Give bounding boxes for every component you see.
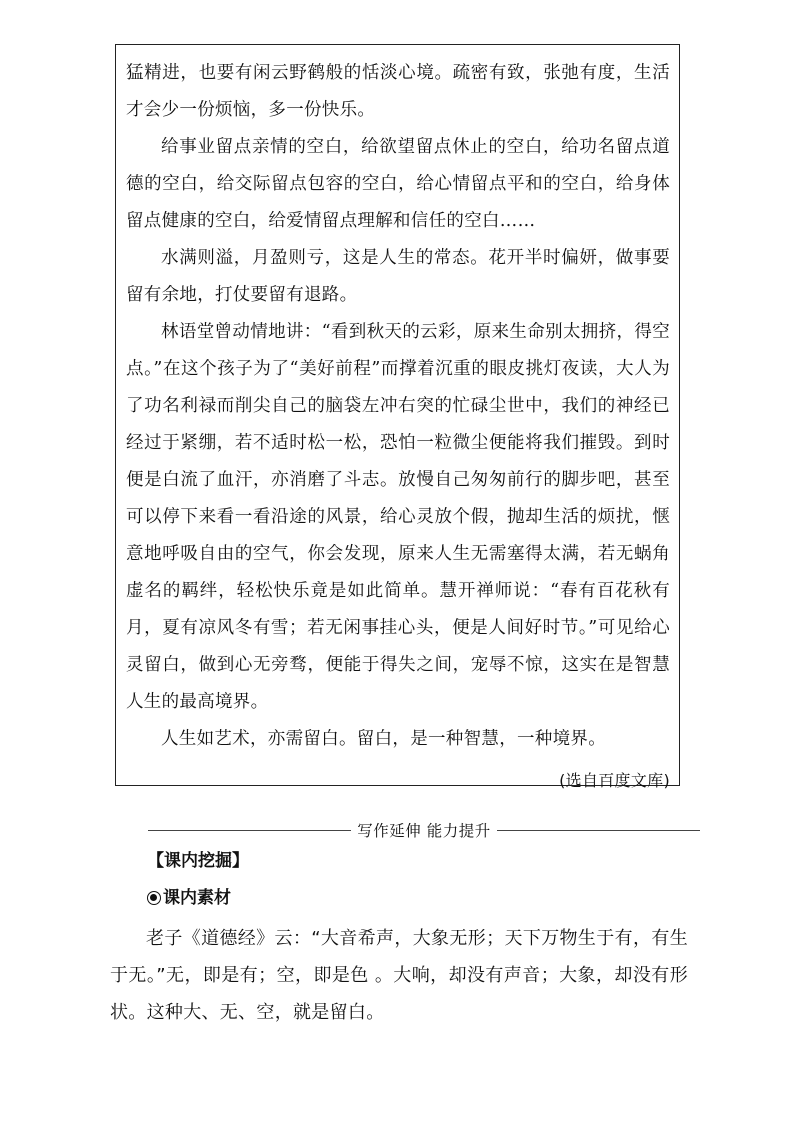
divider-line-right: [497, 830, 700, 831]
material-paragraph: 老子《道德经》云：“大音希声，大象无形；天下万物生于有，有生于无。”无，即是有；空，即是色 。大响，却没有声音；大象，却没有形状。这种大、无、空，就是留白。: [110, 928, 688, 1023]
article-paragraph-2: 给事业留点亲情的空白，给欲望留点休止的空白，给功名留点道德的空白，给交际留点包容的空白，给心情留点平和的空白，给身体留点健康的空白，给爱情留点理解和信任的空白……: [126, 137, 670, 231]
article-paragraph-1: 猛精进，也要有闲云野鹤般的恬淡心境。疏密有致，张弛有度，生活才会少一份烦恼，多一份快乐。: [126, 63, 670, 120]
article-paragraph-5: 人生如艺术，亦需留白。留白，是一种智慧，一种境界。: [161, 729, 606, 749]
section-heading: 【课内挖掘】: [147, 851, 249, 871]
article-paragraph-4: 林语堂曾动情地讲：“看到秋天的云彩，原来生命别太拥挤，得空点。”在这个孩子为了“美好前程”而撑着沉重的眼皮挑灯夜读，大人为了功名利禄而削尖自己的脑袋左冲右突的忙碌尘世中，我们的神经已经过于紧绷，若不适时松一松，恐怕一粒微尘便能将我们摧毁。到时便是白流了血汗，亦消磨了斗志。放慢自己匆匆前行的脚步吧，甚至可以停下来看一看沿途的风景，给心灵放个假，抛却生活的烦扰，惬意地呼吸自由的空气，你会发现，原来人生无需塞得太满，若无蜗角虚名的羁绊，轻松快乐竟是如此简单。慧开禅师说：“春有百花秋有月，夏有凉风冬有雪；若无闲事挂心头，便是人间好时节。”可见给心灵留白，做到心无旁骛，便能于得失之间，宠辱不惊，这实在是智慧人生的最高境界。: [126, 322, 670, 712]
section-divider: [148, 818, 700, 842]
article-excerpt-box: [115, 44, 680, 790]
subsection-label: 课内素材: [163, 888, 231, 908]
subsection-heading: [147, 886, 231, 910]
divider-label: 写作延伸 能力提升: [357, 822, 491, 840]
article-source: (选自百度文库): [559, 771, 670, 790]
divider-line-left: [148, 830, 351, 831]
circle-bullet-icon: [147, 891, 161, 905]
article-paragraph-3: 水满则溢，月盈则亏，这是人生的常态。花开半时偏妍，做事要留有余地，打仗要留有退路。: [126, 248, 670, 305]
